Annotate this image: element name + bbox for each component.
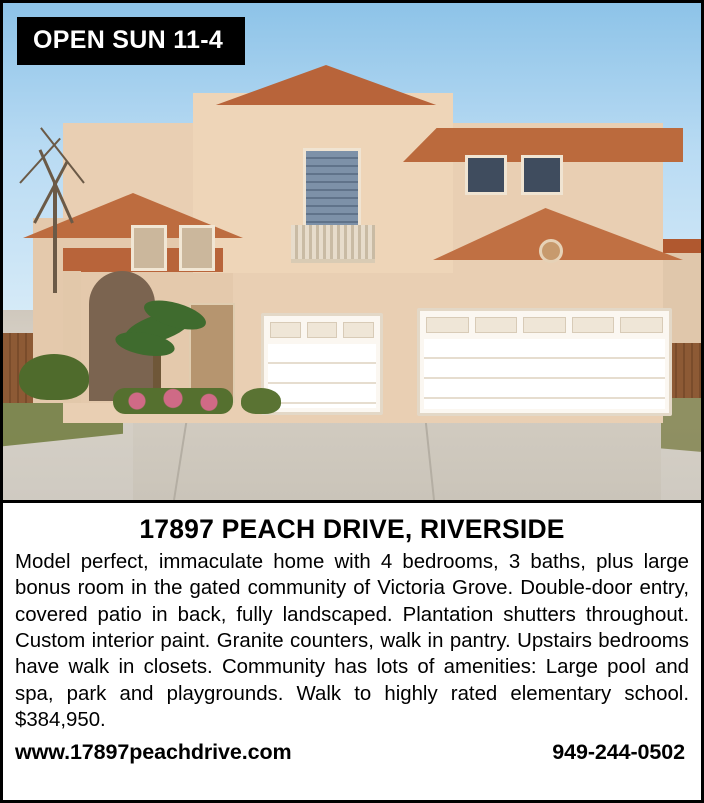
property-website-link[interactable]: www.17897peachdrive.com [15,740,292,765]
garage-door-double [417,308,672,416]
left-wing-window-2 [179,225,215,271]
property-description: Model perfect, immaculate home with 4 bedrooms, 3 baths, plus large bonus room in the gated community of Victoria Grove. Double-door entry, covered patio in back, fully landscaped. Plantation shutters throughout. Custom interior paint. Granite counters, walk in pantry. Upstairs bedrooms have walk in closets. Community has lots of amenities: Large pool and spa, park and playgrounds. Walk to highly rated elementary school. $384,950. [15,551,689,731]
garage-pane [307,322,338,338]
garage-pane [475,317,518,333]
bare-tree [13,63,103,293]
shrub-left [19,354,89,400]
garage-panel-lines [268,344,376,408]
open-house-banner: OPEN SUN 11-4 [17,17,245,65]
garage-pane [523,317,566,333]
garage-pane [426,317,469,333]
garage-pane [343,322,374,338]
upper-window-square-right [521,155,563,195]
balcony [291,225,375,263]
shrub-center [241,388,281,414]
ad-footer [15,740,689,765]
gable-vent-icon [539,239,563,263]
ad-text-block [3,500,701,800]
garage-window-row [426,317,663,333]
upper-window-tall [303,148,361,228]
garage-pane [620,317,663,333]
property-photo [3,3,701,500]
garage-pane [270,322,301,338]
garage-window-row [270,322,374,338]
left-wing-window-1 [131,225,167,271]
upper-window-square-left [465,155,507,195]
contact-phone[interactable]: 949-244-0502 [552,740,685,765]
garage-panel-lines [424,339,665,409]
property-headline: 17897 PEACH DRIVE, RIVERSIDE [139,514,565,544]
garage-pane [572,317,615,333]
flower-bed [113,388,233,414]
